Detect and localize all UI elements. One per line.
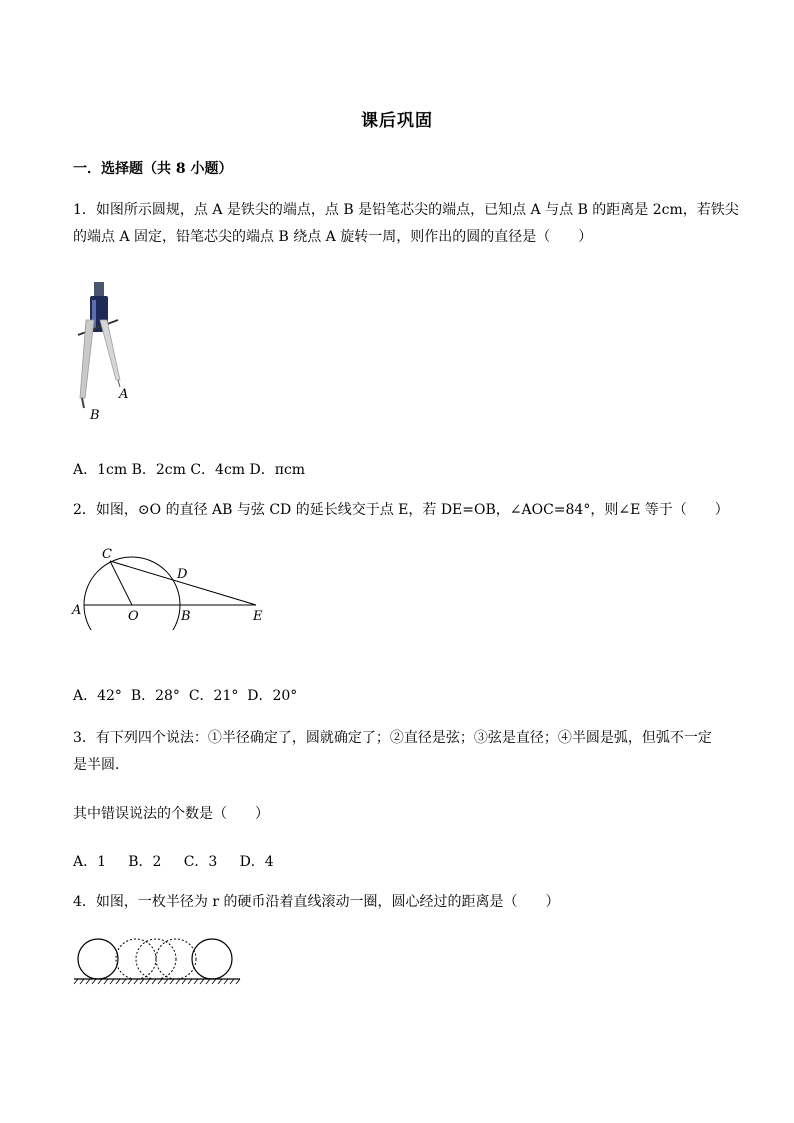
compass-needle-leg bbox=[100, 320, 120, 380]
label-b: B bbox=[181, 609, 191, 624]
compass-pencil-leg bbox=[80, 320, 94, 398]
question-1-options: A．1cm B．2cm C．4cm D．πcm bbox=[73, 462, 306, 478]
compass-label-a: A bbox=[119, 387, 129, 402]
page-title: 课后巩固 bbox=[361, 111, 433, 131]
question-3 bbox=[73, 725, 712, 779]
label-c: C bbox=[102, 547, 112, 562]
label-o: O bbox=[128, 609, 139, 624]
question-4-text: 4．如图，一枚半径为 r 的硬币沿着直线滚动一圈，圆心经过的距离是（ ） bbox=[73, 894, 560, 910]
label-e: E bbox=[253, 609, 263, 624]
compass-needle-tip bbox=[118, 380, 120, 387]
coin-mid-1 bbox=[116, 939, 156, 979]
question-4 bbox=[73, 889, 560, 916]
question-1 bbox=[73, 197, 739, 251]
compass-figure bbox=[70, 280, 140, 425]
coin-end bbox=[192, 939, 232, 979]
label-d: D bbox=[177, 567, 188, 582]
question-2-text: 2．如图，⊙O 的直径 AB 与弦 CD 的延长线交于点 E，若 DE=OB，∠AOC=84°，则∠E 等于（ ） bbox=[73, 502, 729, 518]
radius-oc bbox=[110, 561, 132, 605]
compass-knob bbox=[94, 282, 104, 296]
coin-start bbox=[78, 939, 118, 979]
compass-pencil-tip bbox=[82, 398, 84, 408]
section-heading: 一．选择题（共 8 小题） bbox=[73, 161, 233, 177]
question-3-line-2: 是半圆． bbox=[73, 757, 129, 773]
question-3-prompt bbox=[73, 801, 269, 828]
rolling-coin-figure bbox=[72, 934, 244, 986]
circle-figure bbox=[64, 544, 274, 630]
question-2 bbox=[73, 497, 729, 524]
question-3-line-1: 3．有下列四个说法：①半径确定了，圆就确定了；②直径是弦；③弦是直径；④半圆是弧，但弧不一定 bbox=[73, 730, 712, 746]
compass-label-b: B bbox=[90, 408, 100, 423]
question-2-options: A．42° B．28° C．21° D．20° bbox=[73, 688, 298, 704]
ground-hatching bbox=[74, 979, 240, 984]
question-3-line-3: 其中错误说法的个数是（ ） bbox=[73, 806, 269, 822]
label-a: A bbox=[72, 603, 82, 618]
question-1-line-1: 1．如图所示圆规，点 A 是铁尖的端点，点 B 是铅笔芯尖的端点，已知点 A 与点 B 的距离是 2cm，若铁尖 bbox=[73, 202, 739, 218]
question-1-line-2: 的端点 A 固定，铅笔芯尖的端点 B 绕点 A 旋转一周，则作出的圆的直径是（ ） bbox=[73, 229, 593, 245]
question-3-options: A．1 B．2 C．3 D．4 bbox=[73, 854, 274, 870]
